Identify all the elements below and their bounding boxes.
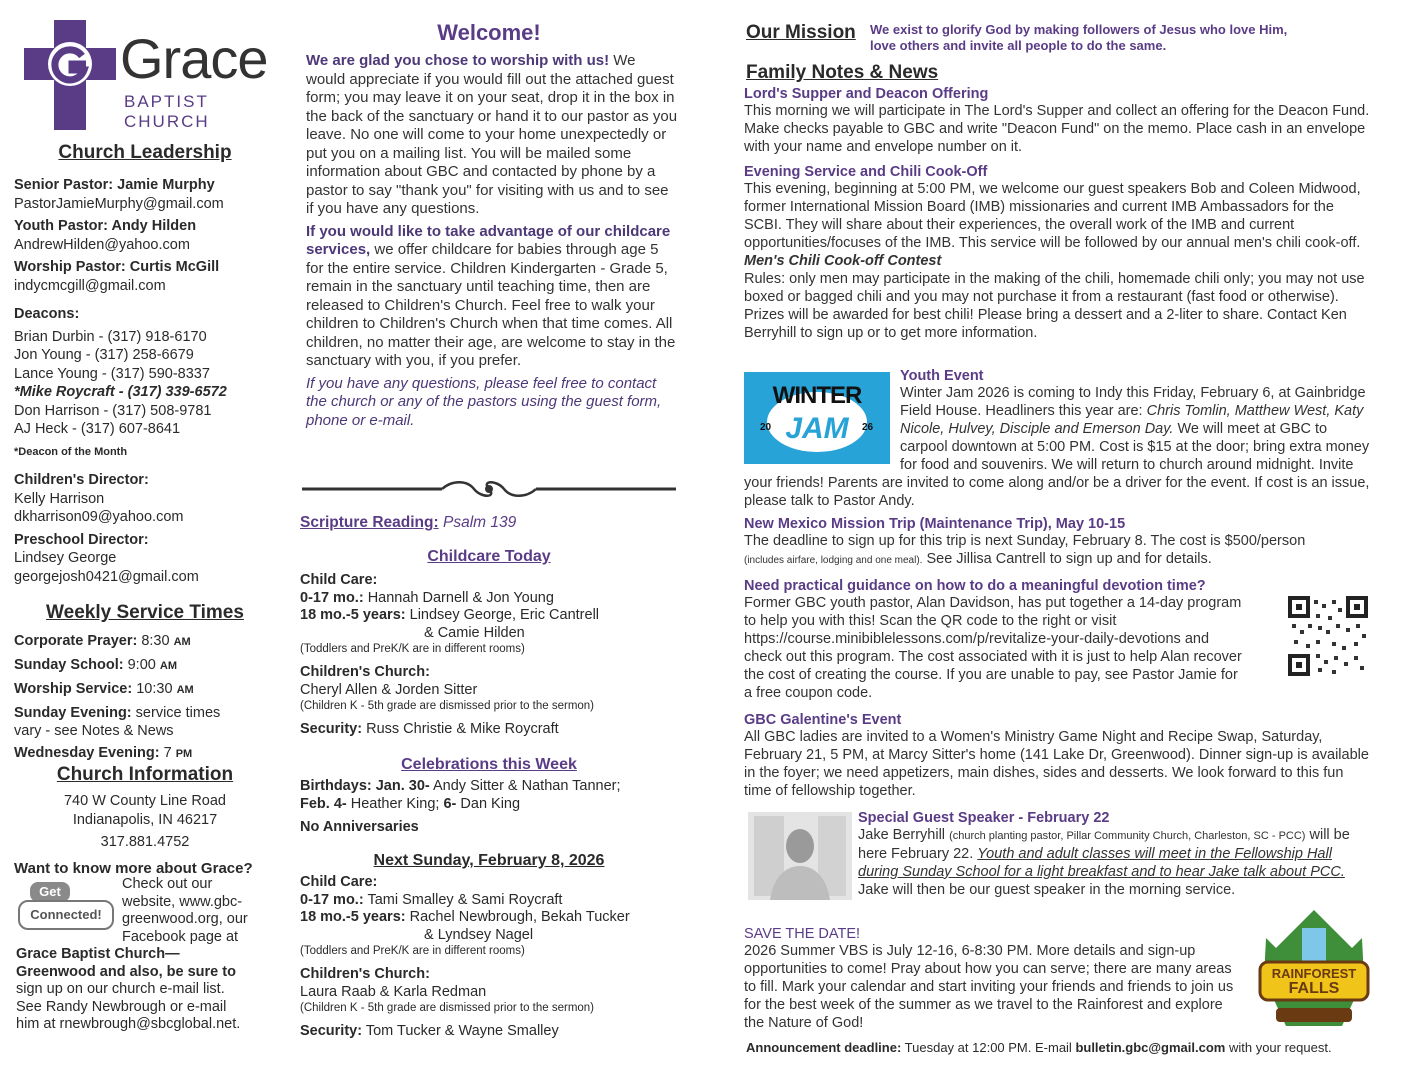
next-sunday-title: Next Sunday, February 8, 2026 [373, 852, 605, 869]
vbs-title: SAVE THE DATE! [744, 926, 861, 942]
welcome-section [300, 20, 678, 430]
deacon-of-month: *Mike Roycraft - (317) 339-6572 [14, 384, 227, 400]
service-wednesday: Wednesday Evening: 7 PM [14, 745, 193, 761]
church-logo [24, 20, 284, 132]
childcare-today-title: Childcare Today [427, 548, 551, 565]
more-info-side: Check out our website, www.gbc- greenwood.org, our Facebook page at [122, 876, 248, 945]
connected-bubble: Connected! [18, 900, 114, 930]
address-line: 740 W County Line Road [63, 793, 226, 809]
celebrations-section: Celebrations this Week Birthdays: Jan. 30- Andy Sitter & Nathan Tanner; Feb. 4- Heather King; 6- Dan King No Anniversaries [300, 756, 678, 837]
youth-event-section [744, 368, 1374, 510]
deacon-item: AJ Heck - (317) 607-8641 [14, 421, 181, 437]
service-evening: Sunday Evening: service times vary - see Notes & News [14, 705, 221, 739]
preschool-director-label: Preschool Director: [14, 531, 149, 548]
evening-service-text: This evening, beginning at 5:00 PM, we welcome our guest speakers Bob and Coleen Midwood, former International Mission Board (IMB) missionaries and current IMB Ambassadors for the SCBI. They will share about their experiences, the overall work of the IMB and current opportunities/focuses of the IMB. This service will be followed by our annual men's chili cook-off. [744, 181, 1361, 251]
news-top [744, 62, 1374, 342]
deacon-item: Lance Young - (317) 590-8337 [14, 365, 210, 382]
service-item: Sunday School: 9:00 AM [14, 657, 177, 673]
guest-speaker-title: Special Guest Speaker - February 22 [858, 810, 1110, 826]
service-times-section [14, 602, 276, 766]
speaker-photo [748, 812, 852, 900]
logo-subtitle: BAPTIST CHURCH [124, 92, 210, 131]
ornament-divider-icon [302, 480, 676, 498]
senior-pastor: Senior Pastor: Jamie Murphy [14, 177, 215, 193]
worship-pastor-email: indycmcgill@gmail.com [14, 277, 166, 294]
leadership-section [14, 142, 276, 586]
church-info-section [14, 764, 276, 877]
youth-pastor: Youth Pastor: Andy Hilden [14, 218, 197, 234]
mission-text: We exist to glorify God by making followers of Jesus who love Him, love others and invite all people to do the same. [870, 22, 1288, 53]
childcare-today-section: Childcare Today Child Care: 0-17 mo.: Hannah Darnell & Jon Young 18 mo.-5 years: Lindsey George, Eric Cantrell & Camie Hilden (Toddlers and PreK/K are in different rooms) Children's Church: Cheryl Allen & Jorden Sitter (Children K - 5th grade are dismissed prior to the sermon) Security: Russ Christie & Mike Roycraft [300, 548, 678, 739]
vbs-section [744, 926, 1244, 1032]
children-director-email: dkharrison09@yahoo.com [14, 509, 184, 525]
chili-contest-title: Men's Chili Cook-off Contest [744, 253, 942, 269]
qr-code-icon[interactable] [1288, 596, 1368, 676]
guest-speaker-text: Jake Berryhill (church planting pastor, Pillar Community Church, Charleston, SC - PCC) will be here February 22. Youth and adult classes will meet in the Fellowship Hall during Sunday School for a light breakfast and to hear Jake talk about PCC. Jake will then be our guest speaker in the morning service. [858, 827, 1350, 898]
winter-jam-logo: WINTER JAM 20 26 [744, 372, 890, 464]
cross-logo-icon [24, 20, 116, 130]
galentine-title: GBC Galentine's Event [744, 712, 902, 728]
preschool-director-email: georgejosh0421@gmail.com [14, 568, 199, 585]
more-info-title: Want to know more about Grace? [14, 859, 253, 877]
deacon-item: Jon Young - (317) 258-6679 [14, 347, 194, 363]
get-connected-icon [16, 880, 114, 932]
church-info-title: Church Information [56, 764, 234, 785]
vbs-text: 2026 Summer VBS is July 12-16, 6-8:30 PM. More details and sign-up opportunities to come! Pray about how you can serve; there are many areas to fill. Mark your calendar and start inviting your friends and friends to join us for the best week of the summer as we travel to the Rainforest and explore the Nature of God! [744, 943, 1234, 1031]
mission-trip-text: The deadline to sign up for this trip is next Sunday, February 8. The cost is $500/person (includes airfare, lodging and one meal). See Jillisa Cantrell to sign up and for details. [744, 533, 1306, 567]
mission-trip-section [744, 516, 1374, 570]
deacon-item: Don Harrison - (317) 508-9781 [14, 402, 212, 419]
next-sunday-section: Next Sunday, February 8, 2026 Child Care: 0-17 mo.: Tami Smalley & Sami Roycraft 18 mo.-5 years: Rachel Newbrough, Bekah Tucker & Lyndsey Nagel (Toddlers and PreK/K are in different rooms) Children's Church: Laura Raab & Karla Redman (Children K - 5th grade are dismissed prior to the sermon) Security: Tom Tucker & Wayne Smalley [300, 852, 678, 1041]
mission-title: Our Mission [746, 22, 856, 43]
service-item: Worship Service: 10:30 AM [14, 681, 194, 697]
celebrations-title: Celebrations this Week [401, 756, 577, 773]
welcome-lead: We are glad you chose to worship with us! [306, 52, 610, 69]
scripture-section [300, 514, 678, 532]
service-times-title: Weekly Service Times [46, 602, 244, 623]
questions-paragraph: If you have any questions, please feel free to contact the church or any of the pastors using the guest form, phone or e-mail. [306, 374, 662, 429]
welcome-paragraph: We would appreciate if you would fill out the attached guest form; you may leave it on your seat, drop it in the box in the back of the sanctuary or hand it to our pastor as you leave. No one will come to your home unexpectedly or put you on a mailing list. You will be mailed some information about GBC and contacted by phone by a pastor to say "thank you" for visiting with us and to see if you have any questions. [306, 52, 678, 217]
devotion-section [744, 578, 1374, 702]
guest-speaker-section [858, 810, 1374, 899]
devotion-title: Need practical guidance on how to do a meaningful devotion time? [744, 578, 1206, 594]
youth-event-title: Youth Event [900, 368, 984, 384]
lords-supper-text: This morning we will participate in The Lord's Supper and collect an offering for the Deacon Fund. Make checks payable to GBC and write "Deacon Fund" on the memo. Place cash in an envelope with your name and envelope number on it. [744, 103, 1370, 155]
deacon-note: *Deacon of the Month [14, 445, 128, 458]
scripture-label: Scripture Reading: [300, 514, 439, 531]
senior-pastor-email: PastorJamieMurphy@gmail.com [14, 195, 224, 212]
galentine-section [744, 712, 1374, 800]
more-info-bottom: Grace Baptist Church— Greenwood and also, be sure to sign up on our church e-mail list. See Randy Newbrough or e-mail him at rnewbrough@sbcglobal.net. [16, 946, 241, 1032]
children-director-label: Children's Director: [14, 472, 149, 488]
address-line: Indianapolis, IN 46217 [72, 811, 218, 828]
preschool-director-name: Lindsey George [14, 550, 117, 566]
worship-pastor: Worship Pastor: Curtis McGill [14, 259, 220, 275]
leadership-title: Church Leadership [58, 142, 232, 163]
rainforest-falls-logo: RAINFOREST FALLS [1256, 908, 1372, 1032]
service-item: Corporate Prayer: 8:30 AM [14, 633, 191, 649]
deacon-item: Brian Durbin - (317) 918-6170 [14, 328, 207, 345]
lords-supper-title: Lord's Supper and Deacon Offering [744, 86, 989, 102]
deacons-label: Deacons: [14, 306, 80, 322]
news-title: Family Notes & News [746, 62, 939, 83]
mission-trip-title: New Mexico Mission Trip (Maintenance Trip), May 10-15 [744, 516, 1126, 532]
welcome-title: Welcome! [437, 20, 541, 45]
church-phone: 317.881.4752 [100, 834, 190, 850]
youth-pastor-email: AndrewHilden@yahoo.com [14, 236, 190, 253]
evening-service-title: Evening Service and Chili Cook-Off [744, 164, 988, 180]
devotion-text: Former GBC youth pastor, Alan Davidson, has put together a 14-day program to help you with this! Scan the QR code to the right or visit https://course.minibiblelessons.com/p/revitalize-your-daily-devotions and check out this program. The cost associated with it is just to help Alan recover the cost of creating the course. If you are unable to pay, see Pastor Jamie for a free coupon code. [744, 595, 1242, 701]
chili-contest-rules: Rules: only men may participate in the making of the chili, homemade chili only; you may not use boxed or bagged chili and you may not purchase it from a restaurant (fast food or otherwise). Prizes will be awarded for best chili! Please bring a dessert and a 2-liter to share. Contact Ken Berryhill to sign up or to get more information. [744, 271, 1365, 341]
scripture-value: Psalm 139 [442, 514, 517, 531]
childcare-paragraph: we offer childcare for babies through age 5 for the entire service. Children Kindergarten - Grade 5, remain in the sanctuary until teaching time, then are released to Children's Church. Feel free to walk your children to Children's Church when that time comes. All children, no matter their age, are welcome to stay in the sanctuary with you, if you prefer. [306, 241, 676, 369]
get-bubble: Get [30, 882, 70, 902]
announcement-deadline: Announcement deadline: Tuesday at 12:00 PM. E-mail bulletin.gbc@gmail.com with your request. [746, 1040, 1332, 1055]
galentine-text: All GBC ladies are invited to a Women's Ministry Game Night and Recipe Swap, Saturday, February 21, 5 PM, at Marcy Sitter's home (141 Lake Dr, Greenwood). Dinner sign-up is available in the foyer; we need appetizers, main dishes, sides and desserts. We look forward to this fun time of fellowship together. [744, 729, 1369, 799]
logo-word: Grace [120, 27, 268, 90]
childcare-lead: If you would like to take advantage of our childcare services, [306, 222, 671, 258]
youth-event-text: Winter Jam 2026 is coming to Indy this Friday, February 6, at Gainbridge Field House. Headliners this year are: Chris Tomlin, Matthew West, Katy Nicole, Hulvey, Disciple and Emerson Day. We will meet at GBC to carpool downtown at 5:00 PM. Cost is $15 at the door; bring extra money for food and souvenirs. We will return to church around midnight. Invite your friends! Parents are invited to come along and/or be a driver for the event. If cost is an issue, please talk to Pastor Andy. [744, 385, 1370, 509]
children-director-name: Kelly Harrison [14, 490, 105, 507]
